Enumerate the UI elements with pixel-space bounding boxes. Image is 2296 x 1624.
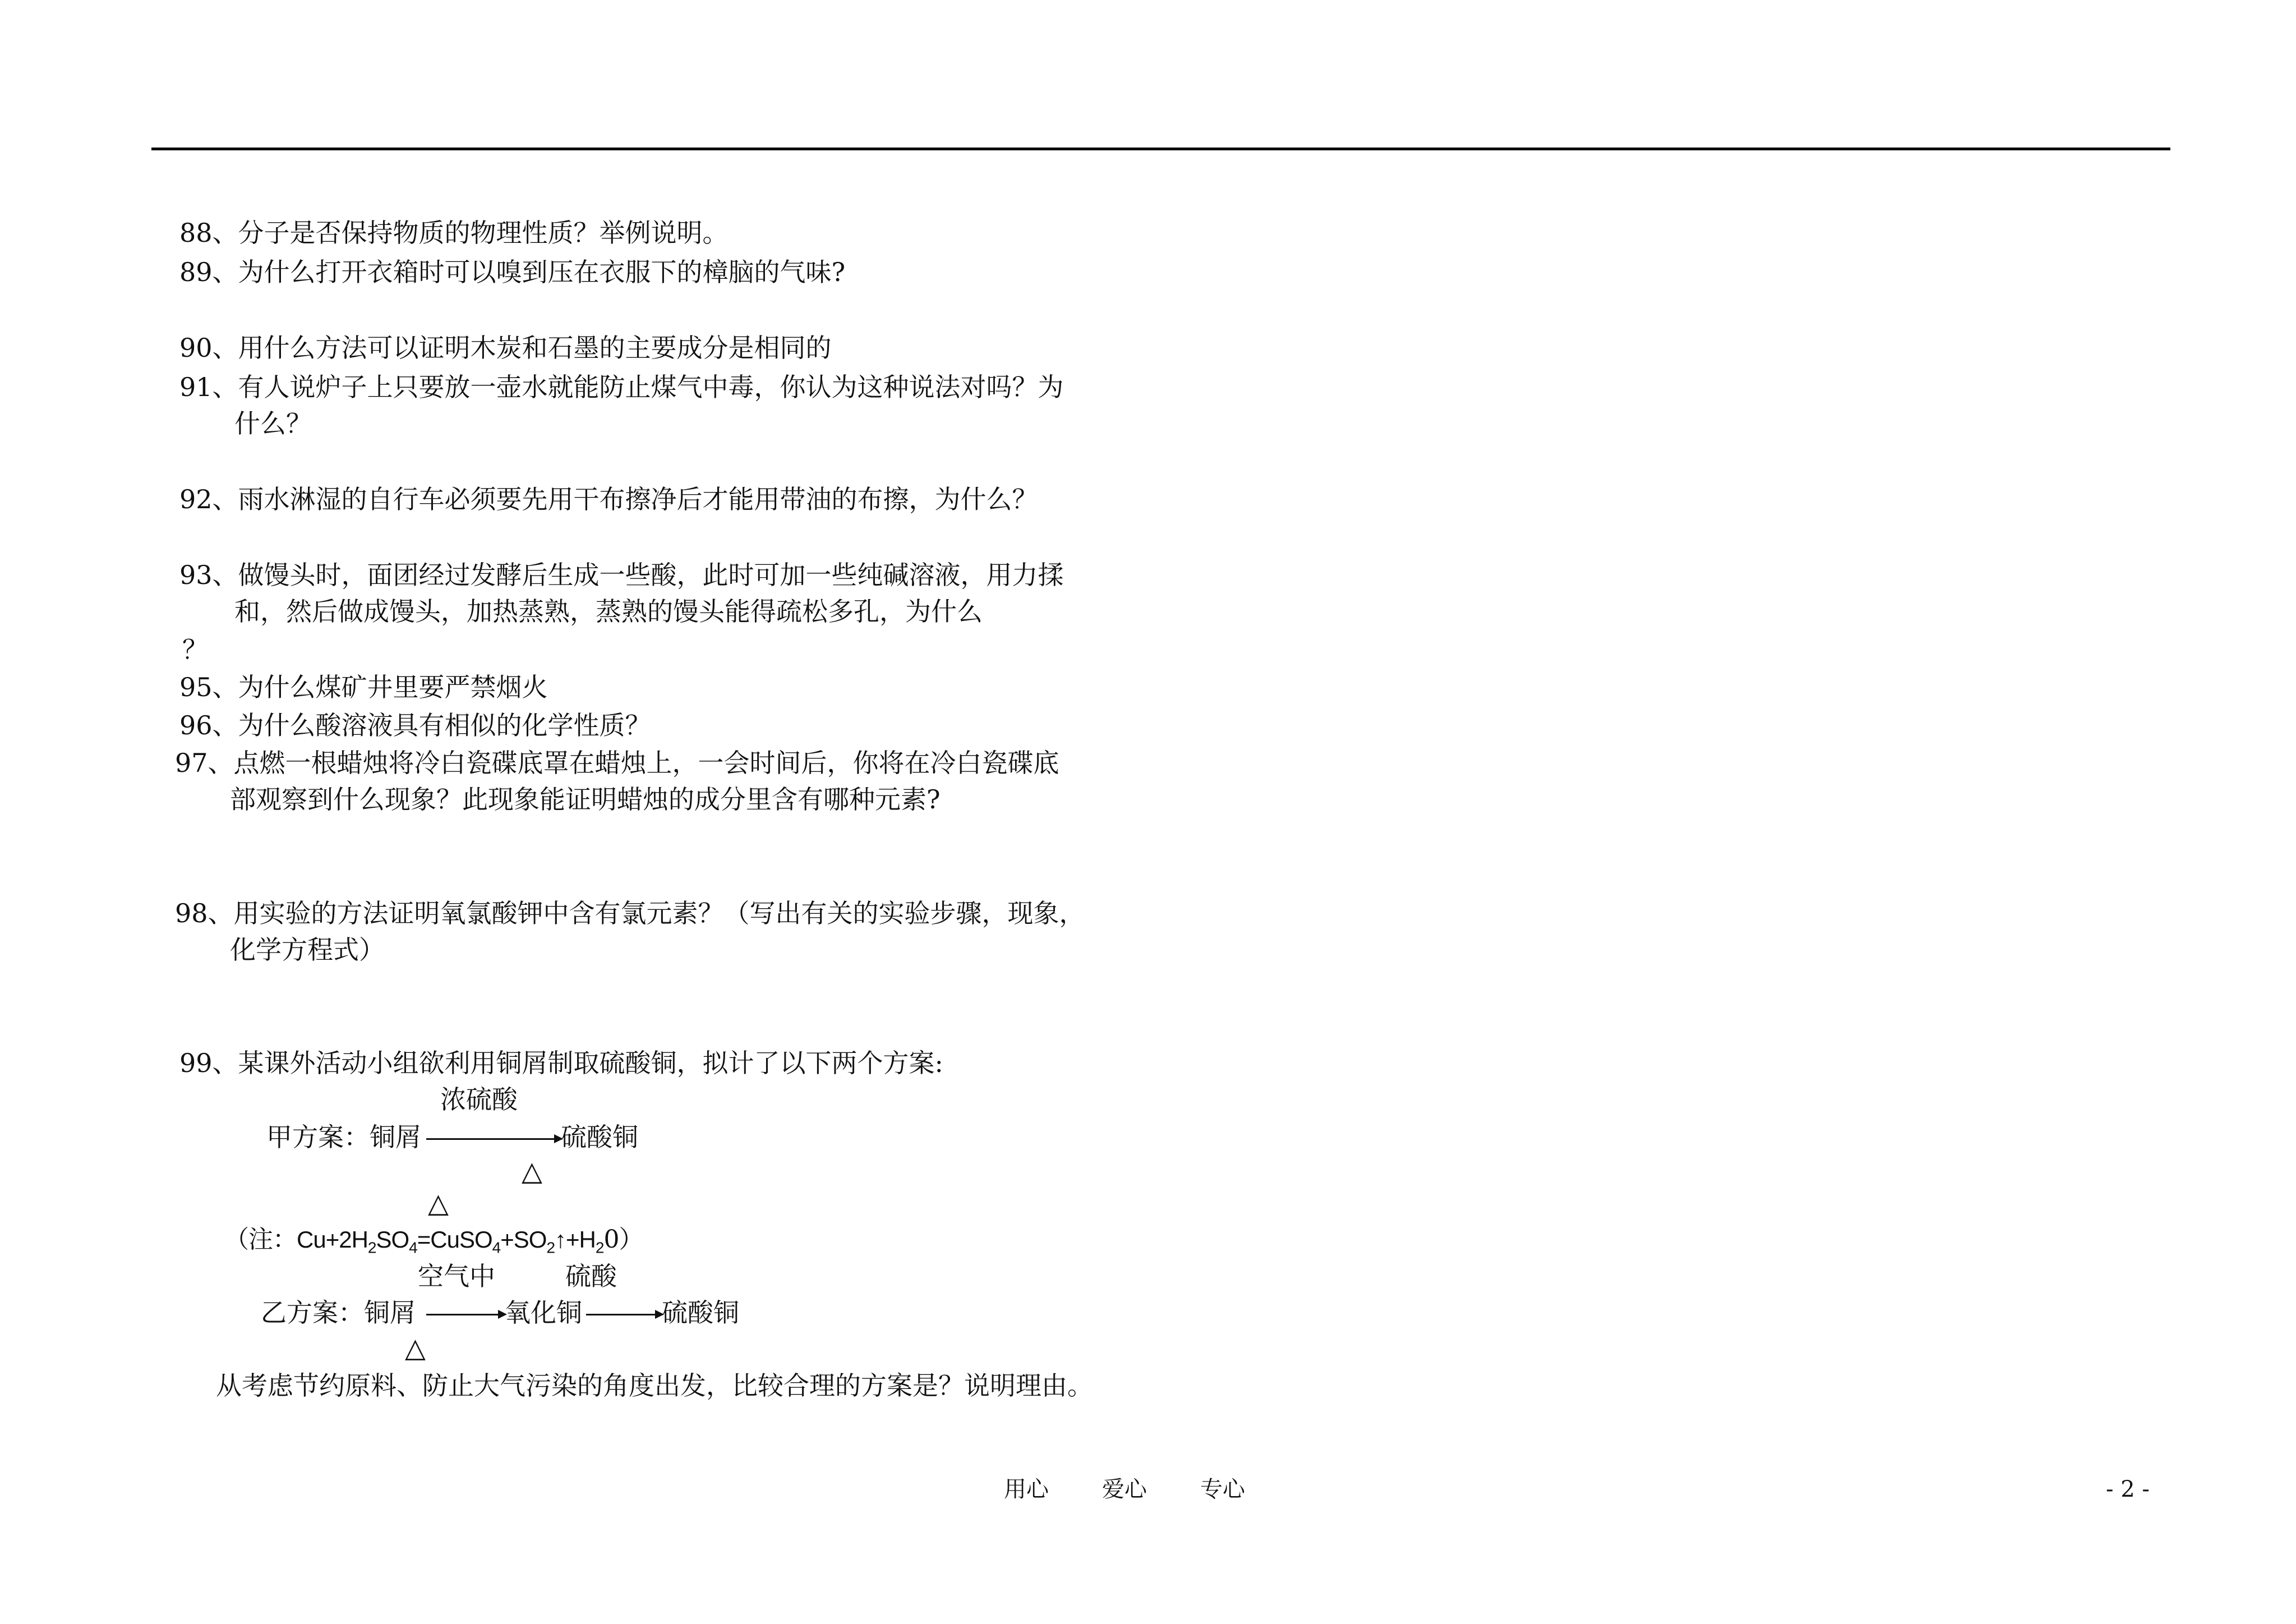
plan-a-heat-symbol: △: [522, 1156, 542, 1187]
question-97-line-2: 部观察到什么现象？此现象能证明蜡烛的成分里含有哪种元素?: [230, 784, 940, 815]
plan-b-product: 硫酸铜: [662, 1298, 739, 1328]
plan-b-arrow-2: [586, 1314, 662, 1315]
plan-b-reagent-2: 硫酸: [565, 1261, 617, 1291]
plan-a-arrow: [426, 1138, 561, 1140]
question-92: 92、雨水淋湿的自行车必须要先用干布擦净后才能用带油的布擦，为什么？: [179, 484, 1038, 514]
plan-b-intermediate: 氧化铜: [505, 1298, 582, 1328]
note-close: 0）: [603, 1225, 643, 1254]
question-93-line-1: 93、做馒头时，面团经过发酵后生成一些酸，此时可加一些纯碱溶液，用力揉: [179, 560, 1064, 590]
question-96: 96、为什么酸溶液具有相似的化学性质？: [179, 710, 651, 740]
footer-motto-3: 专心: [1200, 1476, 1245, 1502]
note-equation: [224, 1223, 643, 1257]
plan-a-product: 硫酸铜: [561, 1122, 638, 1152]
footer-motto-1: 用心: [1004, 1476, 1049, 1502]
plan-b-reagent-1: 空气中: [418, 1261, 495, 1291]
note-sub-2c: 2: [595, 1239, 604, 1257]
question-91-line-1: 91、有人说炉子上只要放一壶水就能防止煤气中毒，你认为这种说法对吗？为: [179, 372, 1064, 402]
note-eq: =CuSO: [417, 1226, 492, 1253]
note-cu: Cu+2H: [297, 1226, 368, 1253]
question-97-line-1: 97、点燃一根蜡烛将冷白瓷碟底罩在蜡烛上，一会时间后，你将在冷白瓷碟底: [175, 748, 1059, 778]
question-99-intro: 99、某课外活动小组欲利用铜屑制取硫酸铜，拟计了以下两个方案:: [179, 1048, 944, 1078]
plan-a-label: 甲方案：铜屑: [266, 1122, 421, 1152]
header-rule: [151, 148, 2170, 150]
question-89: 89、为什么打开衣箱时可以嗅到压在衣服下的樟脑的气味?: [179, 257, 846, 287]
note-sub-4b: 4: [492, 1239, 501, 1257]
footer-motto-2: 爱心: [1102, 1476, 1147, 1502]
note-plus-so: +SO: [500, 1226, 547, 1253]
note-so: SO: [376, 1226, 409, 1253]
note-open: （注：: [224, 1225, 297, 1254]
page-number: - 2 -: [2106, 1476, 2150, 1502]
question-98-line-2: 化学方程式）: [230, 935, 385, 965]
question-91-line-2: 什么？: [234, 408, 312, 439]
question-93-line-3: ？: [182, 634, 208, 665]
plan-a-reagent: 浓硫酸: [440, 1084, 518, 1115]
question-98-line-1: 98、用实验的方法证明氧氯酸钾中含有氯元素？（写出有关的实验步骤，现象，: [175, 898, 1085, 928]
question-95: 95、为什么煤矿井里要严禁烟火: [179, 672, 548, 702]
note-sub-2b: 2: [546, 1239, 555, 1257]
note-gas-arrow: ↑: [555, 1226, 566, 1253]
plan-a-heat-symbol-left: △: [428, 1188, 449, 1219]
plan-b-label: 乙方案：铜屑: [261, 1298, 416, 1328]
question-99-conclusion: 从考虑节约原料、防止大气污染的角度出发，比较合理的方案是？说明理由。: [216, 1370, 1093, 1401]
note-sub-4a: 4: [409, 1239, 417, 1257]
question-93-line-2: 和，然后做成馒头，加热蒸熟，蒸熟的馒头能得疏松多孔，为什么: [234, 596, 983, 627]
note-plus-h: +H: [566, 1226, 596, 1253]
plan-b-heat-symbol: △: [405, 1332, 426, 1364]
question-88: 88、分子是否保持物质的物理性质？举例说明。: [179, 218, 729, 248]
plan-b-arrow-1: [426, 1314, 505, 1315]
note-sub-2a: 2: [367, 1239, 376, 1257]
question-90: 90、用什么方法可以证明木炭和石墨的主要成分是相同的: [179, 333, 832, 363]
